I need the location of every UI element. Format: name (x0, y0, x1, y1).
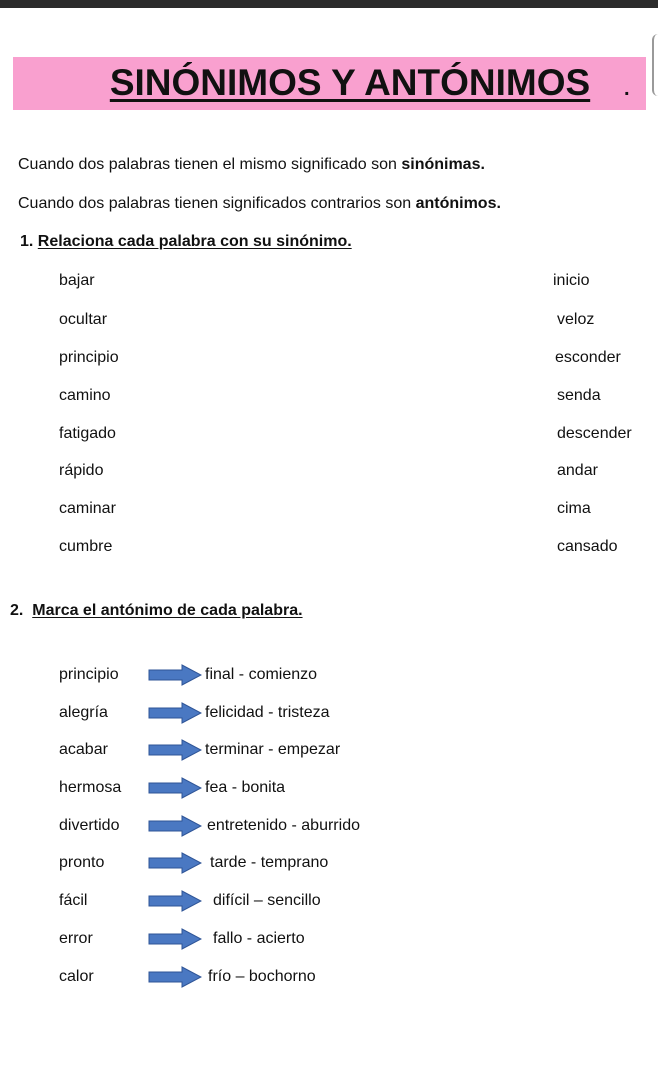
ex1-left-word: camino (59, 387, 111, 404)
arrow-right-icon (148, 966, 202, 988)
ex2-word: fácil (59, 892, 88, 909)
ex1-left-word: fatigado (59, 425, 116, 442)
title-dot: . (624, 78, 630, 100)
arrow-right-icon (148, 852, 202, 874)
ex1-left-word: bajar (59, 272, 95, 289)
arrow-right-icon (148, 739, 202, 761)
ex2-word: alegría (59, 704, 108, 721)
page-edge-mark (652, 34, 658, 96)
arrow-right-icon (148, 702, 202, 724)
ex2-options: fea - bonita (205, 779, 286, 796)
ex1-right-word: andar (557, 462, 598, 479)
exercise2-heading: 2. Marca el antónimo de cada palabra. (10, 602, 303, 619)
ex1-left-word: cumbre (59, 538, 113, 555)
arrow-right-icon (148, 777, 202, 799)
ex1-left-word: caminar (59, 500, 116, 517)
arrow-right-icon (148, 664, 202, 686)
arrow-right-icon (148, 815, 202, 837)
ex2-options: terminar - empezar (205, 741, 341, 758)
arrow-right-icon (148, 928, 202, 950)
ex1-right-word: inicio (553, 272, 590, 289)
ex1-right-word: cansado (557, 538, 618, 555)
ex2-options: tarde - temprano (210, 854, 329, 871)
exercise1-heading: 1. Relaciona cada palabra con su sinónimo. (20, 233, 352, 250)
ex1-right-word: descender (557, 425, 632, 442)
ex2-options: frío – bochorno (208, 968, 316, 985)
ex2-options: fallo - acierto (213, 930, 305, 947)
ex1-right-word: veloz (557, 311, 595, 328)
intro-line-synonyms: Cuando dos palabras tienen el mismo significado son sinónimas. (18, 156, 485, 173)
ex1-left-word: ocultar (59, 311, 108, 328)
ex2-options: felicidad - tristeza (205, 704, 330, 721)
ex2-word: pronto (59, 854, 105, 871)
ex1-right-word: esconder (555, 349, 621, 366)
ex1-right-word: senda (557, 387, 601, 404)
page-title: SINÓNIMOS Y ANTÓNIMOS (109, 62, 591, 103)
ex2-options: final - comienzo (205, 666, 318, 683)
ex1-left-word: rápido (59, 462, 104, 479)
ex2-word: acabar (59, 741, 108, 758)
ex2-word: principio (59, 666, 119, 683)
top-bar (0, 0, 658, 8)
ex2-word: hermosa (59, 779, 122, 796)
arrow-right-icon (148, 890, 202, 912)
ex2-word: calor (59, 968, 94, 985)
ex1-left-word: principio (59, 349, 119, 366)
ex2-word: divertido (59, 817, 120, 834)
intro-line-antonyms: Cuando dos palabras tienen significados contrarios son antónimos. (18, 195, 501, 212)
ex2-word: error (59, 930, 93, 947)
ex1-right-word: cima (557, 500, 591, 517)
ex2-options: entretenido - aburrido (207, 817, 360, 834)
ex2-options: difícil – sencillo (213, 892, 321, 909)
